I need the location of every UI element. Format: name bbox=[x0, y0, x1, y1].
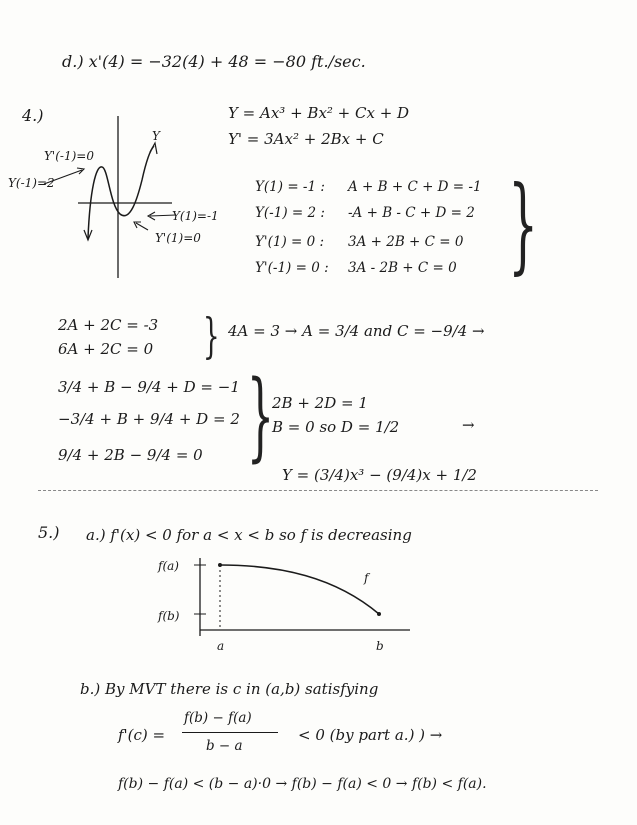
q5-mvt-fraction-bar bbox=[182, 732, 278, 733]
q5-label-a: a bbox=[217, 639, 225, 653]
q5-part-b: b.) By MVT there is c in (a,b) satisfying bbox=[80, 680, 379, 698]
q4-solve2-line-1: 2B + 2D = 1 bbox=[272, 394, 368, 412]
q4-arrow-yprime1 bbox=[136, 223, 148, 230]
q5-label-fa: f(a) bbox=[158, 559, 179, 573]
q5-mvt-lhs: f'(c) = bbox=[118, 726, 166, 744]
q4-graph bbox=[0, 106, 230, 300]
q4-cond-2: Y(-1) = 2 : bbox=[255, 205, 325, 221]
q4-eq-3: 3A + 2B + C = 0 bbox=[348, 234, 464, 250]
q4-solve2-arrow: → bbox=[462, 416, 475, 434]
q5-mvt-numerator: f(b) − f(a) bbox=[184, 710, 252, 726]
q4-eq-4: 3A - 2B + C = 0 bbox=[348, 260, 457, 276]
q5-label-curve: f bbox=[364, 571, 369, 585]
q4-cond-4: Y'(-1) = 0 : bbox=[255, 260, 329, 276]
q4-system2-line-2: −3/4 + B + 9/4 + D = 2 bbox=[58, 410, 240, 428]
q4-ann-yprime-neg1: Y'(-1)=0 bbox=[44, 149, 94, 163]
q4-cond-1: Y(1) = -1 : bbox=[255, 179, 325, 195]
q4-system2-brace: } bbox=[246, 360, 275, 472]
part-d-line: d.) x'(4) = −32(4) + 48 = −80 ft./sec. bbox=[62, 52, 366, 71]
q4-cond-3: Y'(1) = 0 : bbox=[255, 234, 325, 250]
q4-system1-line-2: 6A + 2C = 0 bbox=[58, 340, 154, 358]
q5-mvt-denominator: b − a bbox=[206, 738, 243, 754]
q4-eq-1: A + B + C + D = -1 bbox=[348, 179, 482, 195]
q4-model-line-2: Y' = 3Ax² + 2Bx + C bbox=[228, 130, 384, 148]
q5-label-fb: f(b) bbox=[158, 609, 180, 623]
q4-cubic-curve bbox=[88, 146, 154, 238]
q4-system2-line-3: 9/4 + 2B − 9/4 = 0 bbox=[58, 446, 203, 464]
q4-solve2-line-2: B = 0 so D = 1/2 bbox=[272, 418, 400, 436]
q4-ann-y-1: Y(1)=-1 bbox=[172, 209, 219, 223]
q4-model-line-1: Y = Ax³ + Bx² + Cx + D bbox=[228, 104, 410, 122]
q4-eq-2: -A + B - C + D = 2 bbox=[348, 205, 475, 221]
q4-y-axis-label: Y bbox=[152, 129, 160, 143]
q4-system2-line-1: 3/4 + B − 9/4 + D = −1 bbox=[58, 378, 240, 396]
q5-label-b: b bbox=[376, 639, 384, 653]
q4-ann-yprime-1: Y'(1)=0 bbox=[155, 231, 201, 245]
q4-solve1: 4A = 3 → A = 3/4 and C = −9/4 → bbox=[228, 322, 485, 340]
q4-curve-arrow-up bbox=[150, 143, 157, 154]
q5-graph bbox=[150, 552, 610, 652]
q5-mvt-rhs: < 0 (by part a.) ) → bbox=[298, 726, 443, 744]
q4-final-answer: Y = (3/4)x³ − (9/4)x + 1/2 bbox=[282, 466, 477, 484]
q5-conclusion: f(b) − f(a) < (b − a)·0 → f(b) − f(a) < 0 → f(b) < f(a). bbox=[118, 776, 487, 792]
q4-system1-brace: } bbox=[202, 308, 220, 364]
q4-ann-y-neg1: Y(-1)=2 bbox=[8, 176, 55, 190]
section-divider bbox=[38, 490, 598, 491]
q4-conditions-brace: } bbox=[508, 163, 538, 285]
q5-label: 5.) bbox=[38, 523, 60, 542]
q4-label: 4.) bbox=[22, 106, 44, 125]
q4-system1-line-1: 2A + 2C = -3 bbox=[58, 316, 159, 334]
q5-decreasing-curve bbox=[220, 565, 379, 614]
q5-part-a: a.) f'(x) < 0 for a < x < b so f is decreasing bbox=[86, 526, 412, 544]
